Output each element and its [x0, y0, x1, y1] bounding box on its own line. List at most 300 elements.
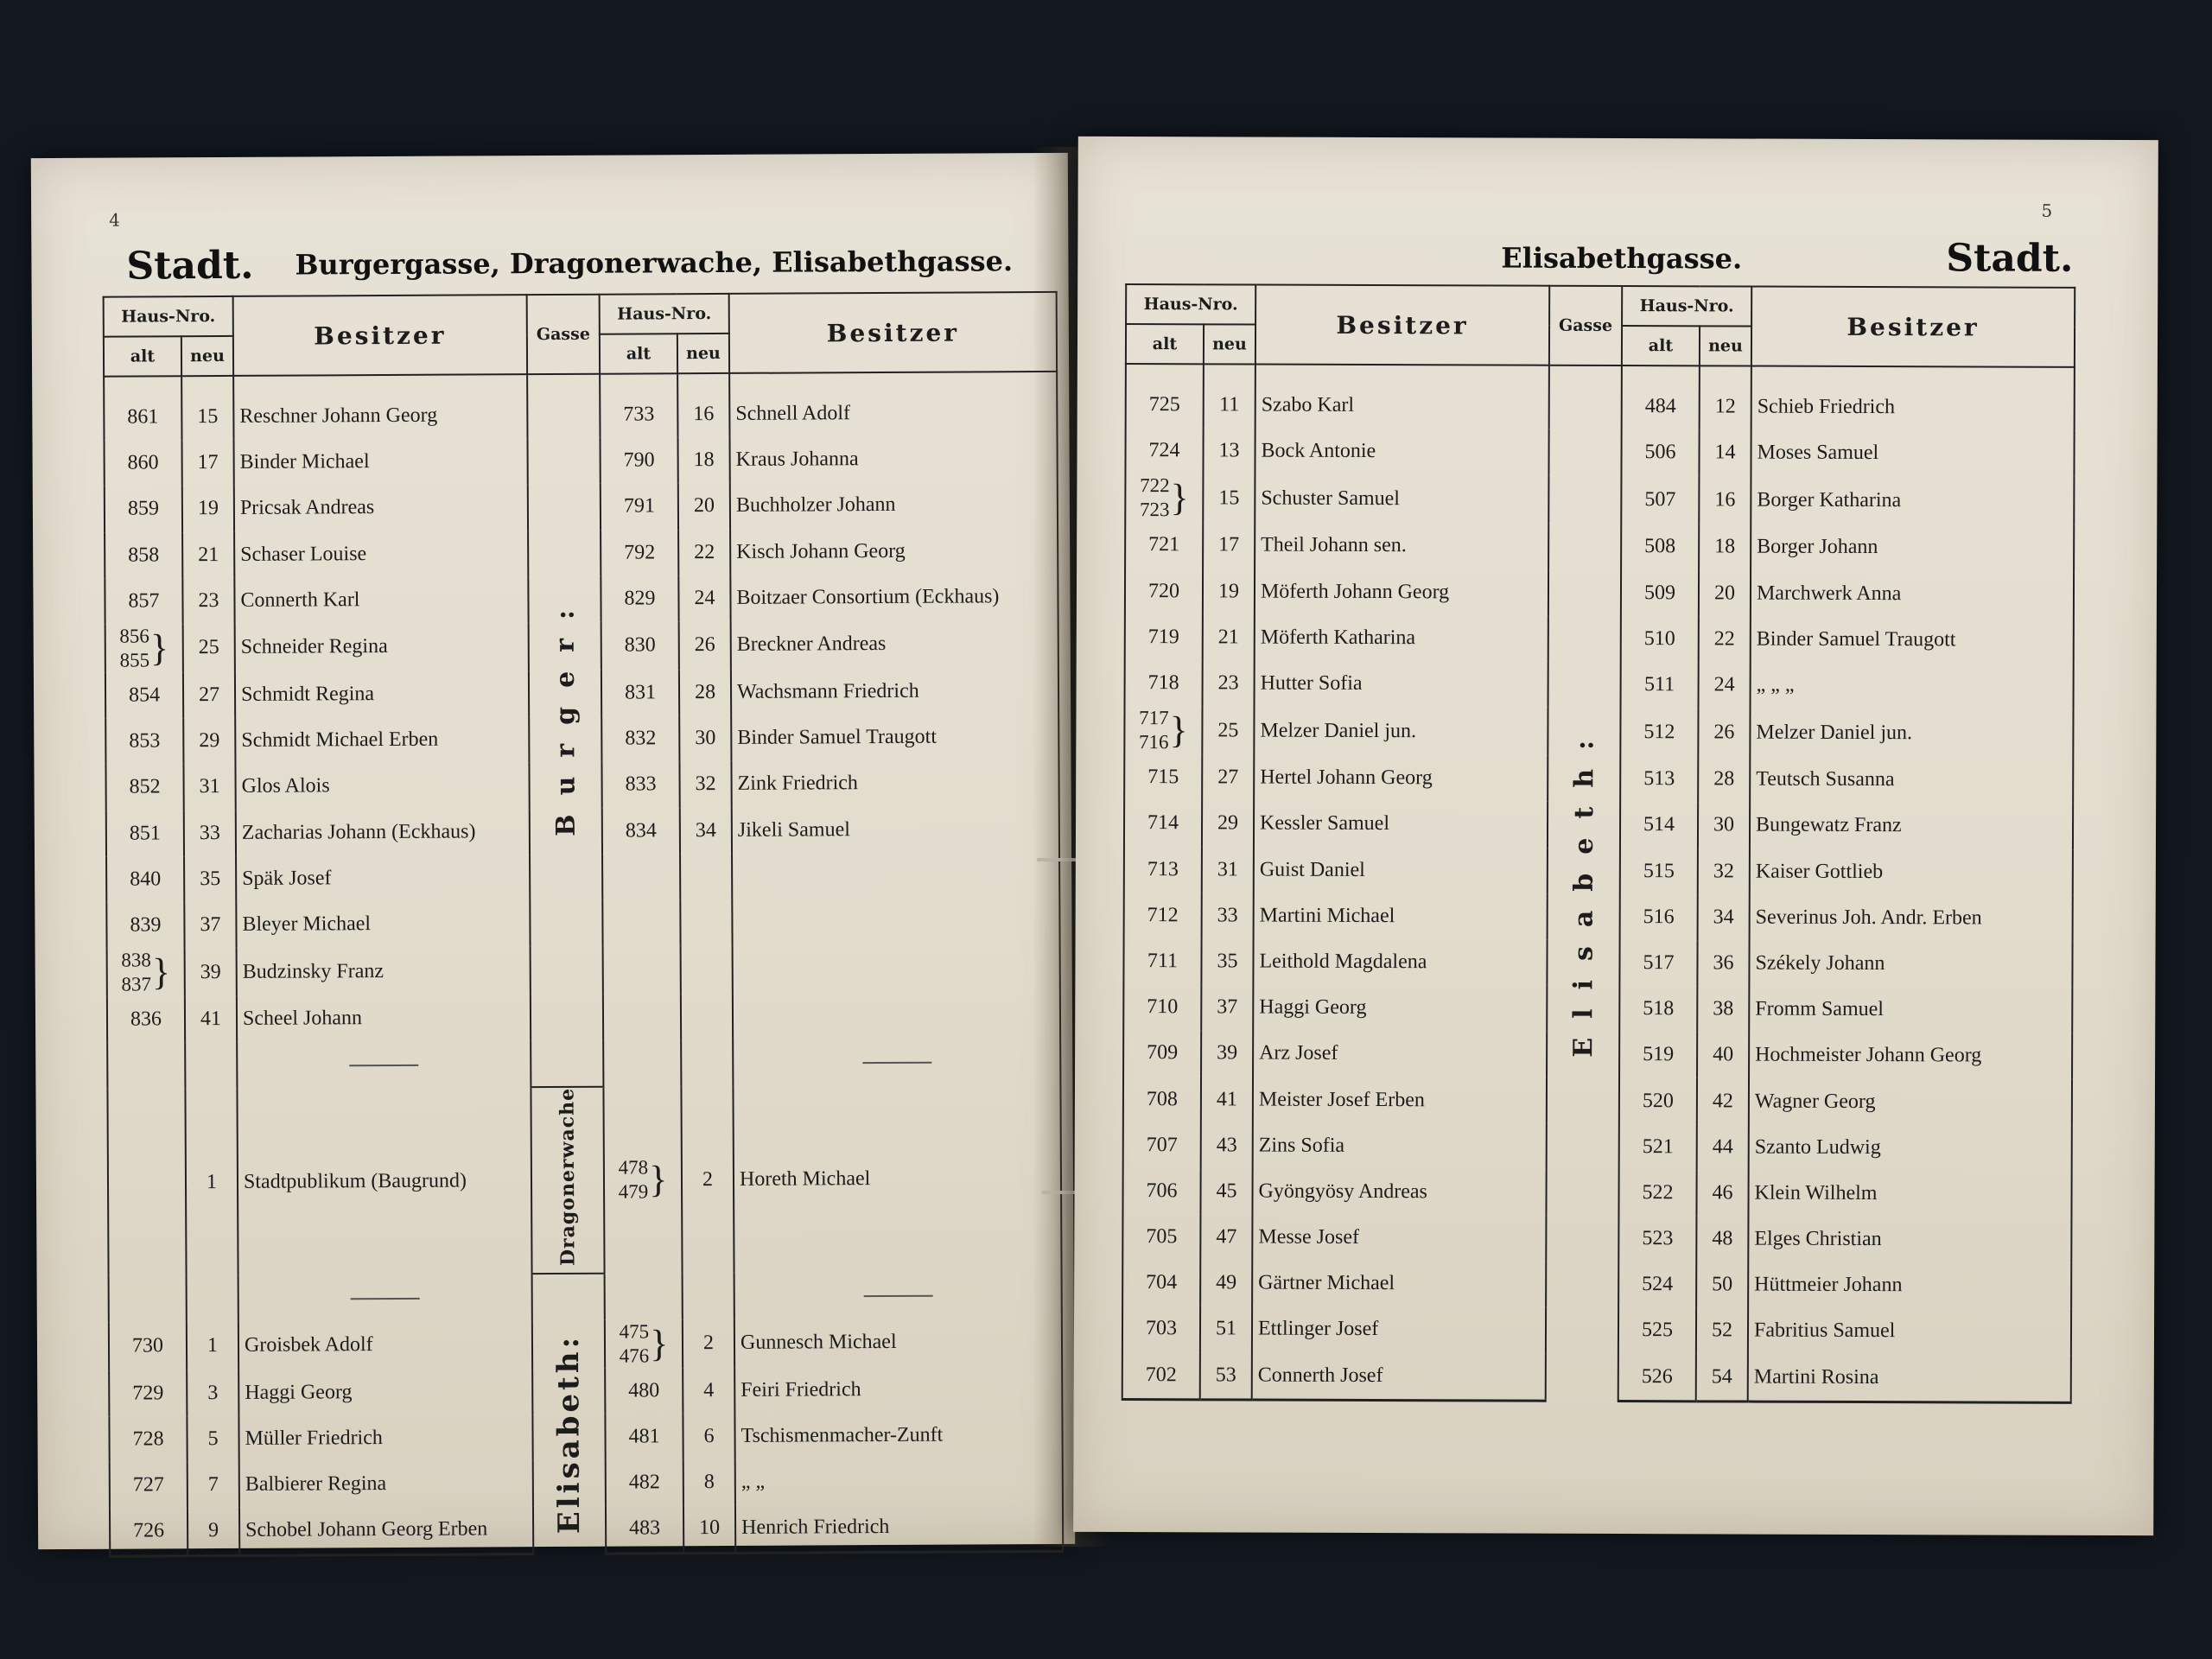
merged-house-numbers	[1140, 474, 1170, 522]
owner-name: Schobel Johann Georg Erben	[245, 1517, 488, 1542]
street-label-cell	[532, 1273, 605, 1320]
brace-mark: }	[149, 626, 169, 670]
owner-cell	[1254, 755, 1548, 802]
owner-cell	[234, 531, 528, 578]
neu-number-cell	[1696, 1170, 1748, 1216]
alt-number-cell	[1621, 524, 1699, 570]
page-number: 5	[2041, 200, 2053, 221]
neu-number-cell	[1700, 365, 1751, 429]
neu-number-cell	[679, 761, 731, 808]
neu-number: 9	[208, 1519, 219, 1542]
alt-number: 791	[623, 494, 655, 518]
alt-number: 517	[1643, 951, 1675, 975]
neu-number-cell	[1699, 570, 1751, 616]
neu-number: 26	[694, 633, 715, 657]
owner-cell	[730, 481, 1058, 529]
alt-number-cell	[1620, 894, 1698, 941]
neu-number-cell	[185, 996, 237, 1043]
owner-cell	[1749, 1078, 2072, 1125]
neu-number-cell	[1202, 847, 1254, 893]
neu-number-cell	[187, 1275, 238, 1323]
owner-name: Boitzaer Consortium (Eckhaus)	[736, 585, 1000, 609]
alt-number: 833	[625, 772, 657, 796]
owner-name: Schuster Samuel	[1261, 486, 1401, 510]
neu-number: 39	[200, 960, 221, 983]
neu-number: 33	[199, 821, 220, 844]
neu-number-cell	[185, 1089, 238, 1274]
owner-name: Breckner Andreas	[736, 632, 887, 657]
neu-number: 47	[1216, 1225, 1237, 1249]
merged-house-numbers	[1139, 706, 1169, 754]
alt-number: 720	[1147, 579, 1180, 602]
owner-name: Horeth Michael	[739, 1166, 871, 1191]
alt-number: 522	[1642, 1181, 1674, 1205]
owner-cell	[1750, 757, 2073, 804]
owner-name: Szanto Ludwig	[1754, 1135, 1881, 1159]
alt-number: 711	[1147, 950, 1179, 973]
alt-number: 513	[1643, 767, 1675, 791]
owner-cell	[1750, 709, 2073, 758]
owner-name: Balbierer Regina	[245, 1472, 387, 1497]
alt-number: 507	[1644, 487, 1676, 512]
neu-number: 50	[1712, 1273, 1733, 1296]
alt-number-cell	[1125, 428, 1203, 474]
neu-number-cell	[1202, 801, 1254, 847]
neu-number: 43	[1216, 1134, 1237, 1157]
neu-header: neu	[1700, 326, 1751, 365]
alt-number-cell	[106, 810, 184, 857]
alt-number: 706	[1146, 1179, 1178, 1203]
alt-number-cell	[1126, 364, 1204, 429]
merged-house-numbers	[619, 1155, 649, 1204]
brace-mark: }	[1170, 476, 1189, 519]
owner-cell	[1254, 801, 1548, 848]
neu-number: 35	[1217, 950, 1238, 973]
owner-name: Hutter Sofia	[1260, 671, 1363, 696]
neu-number-cell	[1699, 616, 1751, 662]
alt-number-cell	[1618, 1307, 1696, 1354]
alt-number-cell	[106, 856, 184, 903]
owner-cell	[734, 1366, 1062, 1414]
neu-number: 36	[1713, 951, 1734, 975]
owner-name: Martini Michael	[1259, 904, 1395, 927]
neu-number: 26	[1713, 721, 1735, 744]
neu-number-cell	[680, 899, 732, 946]
owner-cell	[1252, 1306, 1546, 1353]
neu-number-cell	[184, 856, 236, 903]
owner-name: Feiri Friedrich	[741, 1378, 861, 1402]
alt-number: 829	[624, 587, 656, 610]
neu-number-cell	[1201, 1031, 1253, 1077]
neu-number-cell	[1696, 1216, 1748, 1262]
neu-number-cell	[681, 945, 733, 994]
alt-number-cell	[1124, 754, 1202, 801]
neu-number: 2	[702, 1167, 714, 1191]
alt-number-cell	[1125, 569, 1203, 615]
neu-number: 2	[702, 1332, 715, 1355]
alt-number-cell	[1621, 570, 1699, 617]
owner-cell	[732, 898, 1059, 945]
alt-number-cell	[110, 1462, 188, 1509]
owner-cell	[1751, 570, 2074, 617]
alt-number: 475	[619, 1320, 650, 1343]
owner-register-table	[1122, 283, 2076, 1404]
owner-cell	[1751, 430, 2074, 477]
alt-number-cell	[603, 1039, 681, 1087]
neu-number-cell	[680, 854, 732, 900]
alt-number-cell	[1618, 1262, 1696, 1308]
neu-number: 40	[1713, 1043, 1734, 1066]
neu-number-cell	[185, 1042, 237, 1090]
owner-cell	[235, 762, 529, 810]
neu-number: 53	[1215, 1363, 1236, 1387]
neu-number-cell	[1201, 1122, 1253, 1168]
neu-number: 30	[1713, 813, 1735, 836]
owner-cell	[235, 622, 529, 672]
alt-number: 478	[618, 1156, 649, 1179]
neu-number: 41	[1216, 1087, 1237, 1111]
owner-name: Schnell Adolf	[735, 402, 851, 425]
alt-number: 851	[129, 821, 161, 845]
owner-name: Hochmeister Johann Georg	[1755, 1043, 1982, 1067]
neu-number: 22	[694, 540, 715, 563]
table-row	[107, 1084, 1061, 1275]
owner-name: „ „	[741, 1470, 766, 1494]
besitzer-header: Besitzer	[1751, 287, 2075, 367]
owner-cell	[1252, 1215, 1546, 1262]
owner-cell	[733, 944, 1060, 994]
neu-number: 42	[1712, 1089, 1733, 1113]
neu-header: neu	[677, 334, 729, 373]
alt-number-cell	[601, 484, 678, 531]
neu-number-cell	[683, 1273, 734, 1320]
neu-number: 25	[1217, 719, 1239, 742]
owner-cell	[237, 995, 531, 1042]
gasse-header: Gasse	[527, 295, 600, 374]
owner-cell	[1751, 524, 2074, 571]
neu-number-cell	[181, 376, 233, 441]
neu-number: 23	[198, 588, 219, 612]
alt-number: 722	[1140, 474, 1170, 497]
neu-number-cell	[1698, 708, 1750, 756]
alt-number: 704	[1146, 1271, 1178, 1294]
alt-number-cell	[1621, 662, 1699, 709]
owner-cell	[1255, 474, 1548, 524]
owner-cell	[1748, 1354, 2071, 1402]
owner-cell	[1751, 366, 2075, 431]
neu-number-cell	[683, 1459, 735, 1506]
owner-cell	[1751, 662, 2074, 709]
alt-number-cell	[606, 1459, 683, 1506]
neu-number: 27	[1217, 766, 1239, 789]
owner-cell	[1253, 1031, 1547, 1077]
neu-number: 33	[1217, 904, 1238, 927]
neu-number-cell	[1697, 940, 1749, 986]
besitzer-header: Besitzer	[1255, 285, 1549, 365]
neu-number: 15	[197, 405, 219, 429]
neu-number-cell	[187, 1322, 238, 1370]
owner-cell	[234, 485, 528, 532]
neu-number: 19	[197, 497, 219, 520]
alt-number: 857	[128, 589, 160, 613]
alt-number-cell	[1619, 1124, 1697, 1171]
neu-number: 37	[1217, 995, 1238, 1019]
neu-number: 4	[703, 1378, 715, 1402]
alt-number: 710	[1147, 995, 1179, 1019]
alt-number: 861	[127, 405, 159, 429]
alt-number-cell	[105, 718, 183, 765]
neu-number-cell	[183, 624, 235, 672]
alt-number: 717	[1139, 707, 1169, 729]
neu-number-cell	[1699, 524, 1751, 570]
owner-name: Wachsmann Friedrich	[736, 679, 919, 703]
alt-number-cell	[105, 578, 182, 625]
neu-number: 25	[198, 636, 219, 659]
owner-cell	[729, 372, 1057, 437]
alt-number: 729	[132, 1382, 164, 1405]
neu-number: 35	[200, 867, 221, 890]
alt-number-cell	[605, 1414, 683, 1460]
alt-number: 709	[1147, 1041, 1179, 1065]
alt-number: 511	[1644, 673, 1675, 696]
alt-number: 526	[1641, 1364, 1673, 1388]
neu-number: 24	[1713, 673, 1735, 696]
alt-number: 523	[1642, 1227, 1674, 1250]
neu-number-cell	[1696, 1308, 1748, 1354]
alt-number: 840	[130, 868, 162, 891]
owner-name: Gunnesch Michael	[740, 1331, 897, 1355]
owner-cell	[730, 527, 1058, 575]
owner-name: „ „ „	[1756, 673, 1795, 696]
owner-cell	[238, 1414, 532, 1462]
alt-number-cell	[605, 1273, 683, 1320]
owner-cell	[734, 1412, 1062, 1459]
table-row	[107, 1038, 1060, 1090]
alt-number-cell	[1622, 365, 1700, 430]
merged-house-numbers	[620, 1319, 650, 1368]
neu-number: 19	[1217, 580, 1240, 603]
owner-cell	[233, 374, 527, 440]
neu-number-cell	[188, 1508, 239, 1555]
separator-rule	[863, 1294, 932, 1296]
alt-number: 853	[129, 729, 161, 753]
neu-number: 34	[1713, 906, 1734, 929]
alt-number-cell	[602, 854, 680, 900]
alt-number-cell	[605, 1319, 683, 1368]
owner-name: Schaser Louise	[240, 542, 367, 566]
alt-number-cell	[105, 765, 183, 811]
owner-cell	[1748, 1308, 2071, 1355]
owner-name: Schmidt Michael Erben	[241, 728, 439, 753]
neu-number: 29	[1217, 811, 1239, 835]
alt-number: 838	[121, 949, 151, 971]
besitzer-header: Besitzer	[233, 295, 527, 376]
neu-number-cell	[1203, 429, 1255, 474]
alt-number-cell	[600, 437, 677, 484]
neu-number-cell	[679, 670, 731, 716]
neu-number: 8	[703, 1471, 715, 1494]
neu-number-cell	[1697, 1078, 1749, 1124]
neu-number: 23	[1217, 671, 1239, 695]
owner-cell	[1750, 849, 2073, 895]
owner-name: Borger Johann	[1757, 536, 1878, 559]
alt-number-cell	[107, 948, 185, 996]
neu-number-cell	[1697, 986, 1749, 1032]
alt-number-cell	[105, 672, 183, 719]
neu-number: 3	[207, 1381, 219, 1404]
alt-number-cell	[1619, 1077, 1697, 1124]
street-heading: Burgergasse, Dragonerwache, Elisabethgasse.	[295, 245, 1014, 282]
neu-number: 52	[1711, 1319, 1733, 1342]
alt-number: 834	[625, 818, 657, 842]
owner-cell	[1253, 985, 1547, 1032]
alt-number-cell	[105, 440, 182, 486]
owner-name: Moses Samuel	[1757, 441, 1879, 465]
alt-number-cell	[104, 376, 181, 441]
owner-name: Möferth Katharina	[1260, 626, 1416, 650]
alt-number: 481	[628, 1425, 660, 1448]
neu-number: 1	[207, 1334, 219, 1357]
alt-number: 482	[628, 1471, 660, 1494]
alt-number-cell	[1122, 1352, 1200, 1400]
alt-number: 727	[132, 1473, 164, 1497]
neu-number-cell	[683, 1368, 734, 1414]
owner-cell	[235, 716, 529, 764]
alt-number-cell	[1122, 1260, 1200, 1306]
alt-number: 832	[625, 727, 657, 750]
neu-number: 24	[694, 586, 715, 609]
alt-header: alt	[104, 336, 181, 376]
alt-number-cell	[1620, 708, 1698, 756]
alt-number: 836	[130, 1007, 162, 1031]
alt-number-cell	[1621, 475, 1699, 524]
page-number: 4	[109, 209, 120, 231]
neu-number: 32	[695, 772, 716, 796]
alt-number: 524	[1642, 1273, 1674, 1296]
owner-name: Bleyer Michael	[242, 912, 372, 936]
separator-cell	[238, 1274, 532, 1322]
neu-number-cell	[1202, 754, 1254, 800]
owner-cell	[1750, 894, 2073, 941]
street-label-cell	[527, 374, 603, 1041]
neu-number-cell	[1201, 938, 1253, 984]
owner-name: Székely Johann	[1755, 951, 1885, 976]
neu-number-cell	[677, 373, 729, 438]
alt-number-cell	[601, 621, 679, 670]
owner-cell	[1751, 616, 2074, 663]
alt-number: 480	[628, 1379, 660, 1402]
alt-number-cell	[1123, 984, 1201, 1031]
neu-number-cell	[1698, 756, 1750, 802]
alt-number: 514	[1643, 813, 1675, 836]
owner-cell	[1748, 1262, 2071, 1309]
street-label-cell	[531, 1087, 604, 1274]
brace-mark: }	[649, 1158, 668, 1201]
owner-cell	[1749, 987, 2072, 1033]
owner-cell	[236, 900, 530, 948]
owner-name: Arz Josef	[1259, 1041, 1338, 1065]
owner-cell	[1253, 1077, 1547, 1123]
neu-number-cell	[1697, 1124, 1749, 1170]
neu-number: 31	[199, 775, 220, 798]
owner-name: Budzinsky Franz	[242, 959, 385, 983]
alt-number: 703	[1145, 1317, 1178, 1340]
owner-cell	[1255, 569, 1548, 615]
city-heading: Stadt.	[126, 243, 254, 289]
neu-number-cell	[185, 948, 237, 996]
gasse-header: Gasse	[1549, 286, 1622, 365]
neu-number: 12	[1714, 395, 1736, 418]
neu-number: 5	[207, 1427, 219, 1451]
owner-cell	[1255, 660, 1548, 707]
neu-number: 39	[1217, 1041, 1238, 1065]
alt-number-cell	[601, 575, 678, 622]
alt-number-cell	[1621, 616, 1699, 663]
owner-name: Marchwerk Anna	[1756, 582, 1902, 605]
owner-name: Zins Sofia	[1258, 1134, 1345, 1157]
owner-name: Connerth Karl	[240, 588, 360, 612]
alt-number-cell	[603, 1087, 682, 1274]
alt-number-cell	[105, 532, 182, 579]
alt-number: 518	[1643, 997, 1675, 1020]
owner-cell	[731, 760, 1058, 807]
neu-number-cell	[1699, 430, 1751, 476]
owner-cell	[732, 805, 1059, 853]
alt-number-cell	[602, 899, 680, 946]
alt-number-cell	[1124, 800, 1202, 847]
owner-cell	[234, 576, 528, 624]
alt-number-cell	[603, 945, 681, 994]
separator-cell	[733, 1038, 1060, 1086]
alt-number: 854	[128, 683, 161, 707]
alt-number: 712	[1147, 903, 1179, 927]
merged-house-numbers	[119, 624, 149, 672]
alt-number-cell	[1620, 849, 1698, 895]
alt-number-cell	[1124, 847, 1202, 893]
neu-number: 29	[199, 729, 220, 753]
neu-number: 16	[1714, 488, 1736, 512]
owner-cell	[733, 1084, 1061, 1272]
separator-cell	[734, 1271, 1062, 1319]
alt-number-cell	[107, 1042, 185, 1090]
alt-number: 483	[629, 1516, 661, 1540]
owner-name: Müller Friedrich	[245, 1427, 383, 1450]
neu-number-cell	[1203, 474, 1255, 523]
owner-name: Martini Rosina	[1753, 1365, 1879, 1389]
alt-number: 852	[129, 775, 161, 798]
neu-number-cell	[1699, 662, 1751, 708]
alt-number-cell	[1125, 660, 1203, 707]
neu-number: 32	[1713, 859, 1734, 883]
table-row	[1126, 364, 2075, 431]
alt-number-cell	[110, 1509, 188, 1556]
separator-rule	[349, 1065, 418, 1066]
owner-cell	[1749, 1124, 2072, 1171]
alt-number-cell	[1122, 1168, 1200, 1215]
neu-number: 34	[695, 818, 716, 842]
owner-cell	[1252, 1352, 1546, 1401]
owner-name: Messe Josef	[1258, 1225, 1360, 1249]
alt-number-cell	[601, 670, 679, 716]
street-label-elisabethgasse: Elisabeth:	[550, 1333, 588, 1535]
haus-nro-header: Haus-Nro.	[600, 294, 729, 334]
neu-number: 11	[1219, 393, 1240, 416]
owner-name: Fromm Samuel	[1755, 997, 1885, 1021]
neu-number-cell	[678, 529, 730, 575]
alt-number: 718	[1147, 671, 1179, 695]
neu-number-cell	[188, 1462, 239, 1509]
brace-mark: }	[1169, 709, 1188, 752]
